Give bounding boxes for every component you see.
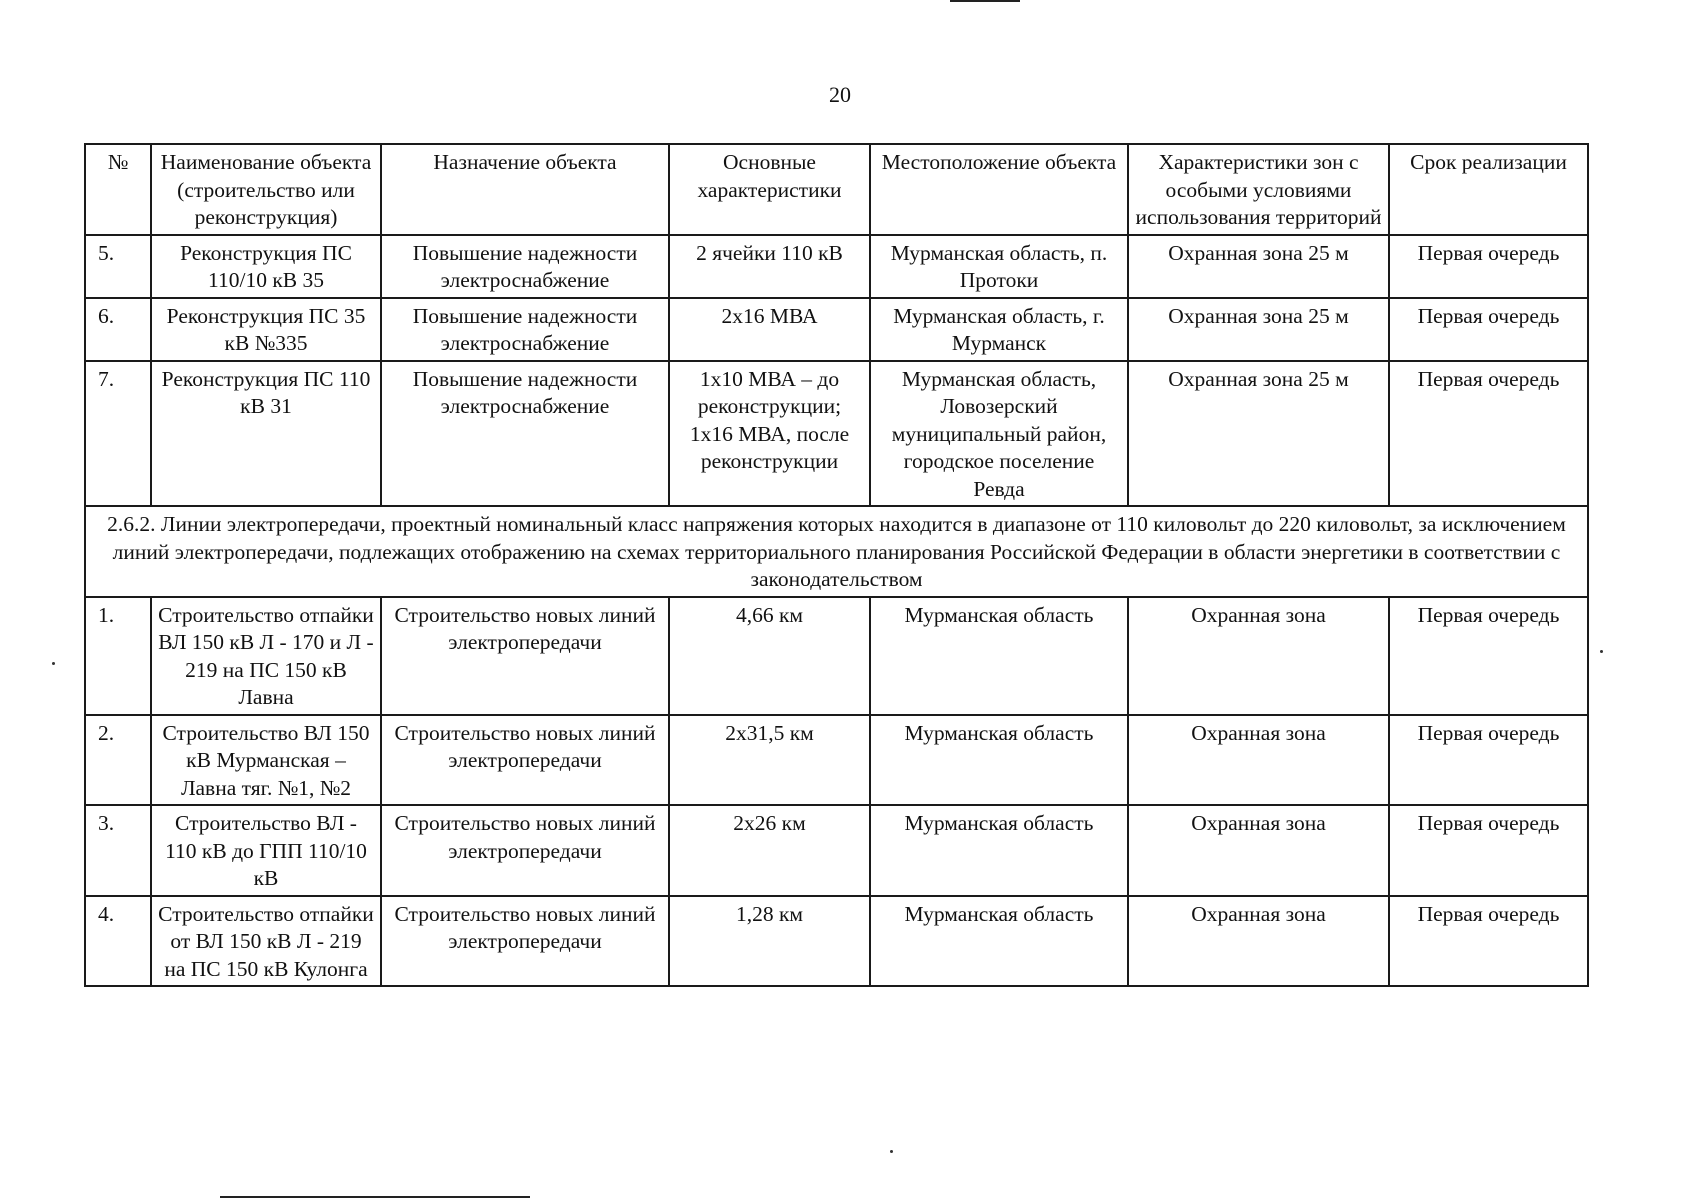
row-number: 1. — [85, 597, 151, 715]
section-row — [85, 506, 1588, 597]
row-number: 7. — [85, 361, 151, 507]
row-specs: 2х26 км — [669, 805, 870, 896]
table-row — [85, 235, 1588, 298]
table-row — [85, 298, 1588, 361]
row-specs: 2 ячейки 110 кВ — [669, 235, 870, 298]
objects-table — [84, 143, 1589, 987]
row-zones: Охранная зона — [1128, 805, 1389, 896]
scan-speck — [890, 1150, 893, 1153]
row-location: Мурманская область, Ловозерский муниципальный район, городское поселение Ревда — [870, 361, 1128, 507]
row-object-name: Реконструкция ПС 110/10 кВ 35 — [151, 235, 381, 298]
row-term: Первая очередь — [1389, 597, 1588, 715]
row-number: 2. — [85, 715, 151, 806]
table-row — [85, 805, 1588, 896]
row-number: 6. — [85, 298, 151, 361]
row-zones: Охранная зона 25 м — [1128, 361, 1389, 507]
row-zones: Охранная зона — [1128, 715, 1389, 806]
table-row — [85, 715, 1588, 806]
header-location: Местоположение объекта — [870, 144, 1128, 235]
row-zones: Охранная зона 25 м — [1128, 298, 1389, 361]
row-object-name: Строительство отпайки ВЛ 150 кВ Л - 170 и Л - 219 на ПС 150 кВ Лавна — [151, 597, 381, 715]
row-specs: 1х10 МВА – до реконструкции; 1х16 МВА, после реконструкции — [669, 361, 870, 507]
table-row — [85, 896, 1588, 987]
row-object-name: Строительство отпайки от ВЛ 150 кВ Л - 219 на ПС 150 кВ Кулонга — [151, 896, 381, 987]
row-specs: 2х16 МВА — [669, 298, 870, 361]
header-object-name: Наименование объекта (строительство или реконструкция) — [151, 144, 381, 235]
row-purpose: Повышение надежности электроснабжение — [381, 235, 669, 298]
table-row — [85, 361, 1588, 507]
row-purpose: Повышение надежности электроснабжение — [381, 361, 669, 507]
row-location: Мурманская область — [870, 896, 1128, 987]
table-row — [85, 597, 1588, 715]
row-term: Первая очередь — [1389, 361, 1588, 507]
row-term: Первая очередь — [1389, 235, 1588, 298]
row-number: 3. — [85, 805, 151, 896]
row-purpose: Строительство новых линий электропередачи — [381, 597, 669, 715]
section-title: 2.6.2. Линии электропередачи, проектный номинальный класс напряжения которых находится в диапазоне от 110 киловольт до 220 киловольт, за исключением линий электропередачи, подлежащих отображению на схемах территориального планирования Российской Федерации в области энергетики в соответствии с законодательством — [85, 506, 1588, 597]
scan-speck — [1600, 650, 1603, 653]
header-specs: Основные характеристики — [669, 144, 870, 235]
row-term: Первая очередь — [1389, 298, 1588, 361]
top-scan-rule — [950, 0, 1020, 2]
row-object-name: Реконструкция ПС 110 кВ 31 — [151, 361, 381, 507]
row-specs: 1,28 км — [669, 896, 870, 987]
row-purpose: Строительство новых линий электропередачи — [381, 715, 669, 806]
row-term: Первая очередь — [1389, 805, 1588, 896]
row-zones: Охранная зона — [1128, 597, 1389, 715]
row-object-name: Строительство ВЛ 150 кВ Мурманская – Лавна тяг. №1, №2 — [151, 715, 381, 806]
row-term: Первая очередь — [1389, 715, 1588, 806]
header-purpose: Назначение объекта — [381, 144, 669, 235]
row-location: Мурманская область — [870, 805, 1128, 896]
row-purpose: Повышение надежности электроснабжение — [381, 298, 669, 361]
row-specs: 4,66 км — [669, 597, 870, 715]
bottom-scan-rule — [220, 1196, 530, 1198]
row-location: Мурманская область, п. Протоки — [870, 235, 1128, 298]
row-location: Мурманская область, г. Мурманск — [870, 298, 1128, 361]
row-object-name: Строительство ВЛ - 110 кВ до ГПП 110/10 кВ — [151, 805, 381, 896]
header-term: Срок реализации — [1389, 144, 1588, 235]
row-specs: 2х31,5 км — [669, 715, 870, 806]
row-number: 4. — [85, 896, 151, 987]
scan-speck — [52, 662, 55, 665]
row-object-name: Реконструкция ПС 35 кВ №335 — [151, 298, 381, 361]
row-term: Первая очередь — [1389, 896, 1588, 987]
row-purpose: Строительство новых линий электропередачи — [381, 896, 669, 987]
header-number: № — [85, 144, 151, 235]
row-zones: Охранная зона — [1128, 896, 1389, 987]
table-header-row — [85, 144, 1588, 235]
row-zones: Охранная зона 25 м — [1128, 235, 1389, 298]
row-location: Мурманская область — [870, 715, 1128, 806]
row-number: 5. — [85, 235, 151, 298]
header-zones: Характеристики зон с особыми условиями использования территорий — [1128, 144, 1389, 235]
page-number: 20 — [829, 82, 851, 107]
row-location: Мурманская область — [870, 597, 1128, 715]
row-purpose: Строительство новых линий электропередачи — [381, 805, 669, 896]
